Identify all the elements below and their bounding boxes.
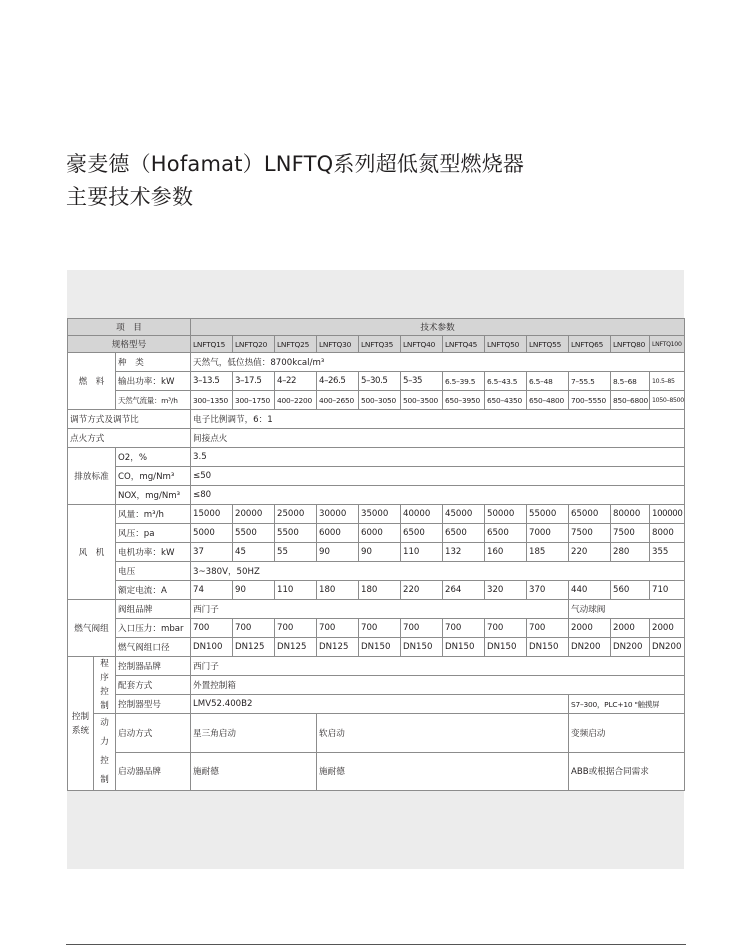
program-control-label: 程序控制 [94,657,116,714]
fuel-type-value: 天然气，低位热值：8700kcal/m³ [191,353,685,372]
o2-label: O2，% [116,448,191,467]
flow-cell: 300–1350 [191,391,233,410]
document-title [66,148,524,214]
air-cell: 15000 [191,505,233,524]
starter-brand-row [68,752,685,791]
air-cell: 50000 [485,505,527,524]
current-cell: 560 [611,581,650,600]
motor-cell: 55 [275,543,317,562]
power-cell: 4–22 [275,372,317,391]
model-row [68,336,685,353]
pressure-label: 风压：pa [116,524,191,543]
nox-label: NOX，mg/Nm³ [116,486,191,505]
inlet-cell: 700 [317,619,359,638]
power-cell: 3–13.5 [191,372,233,391]
gas-valve-group-label: 燃气阀组 [68,600,116,657]
power-cell: 6.5–43.5 [485,372,527,391]
inlet-cell: 700 [401,619,443,638]
model-cell: LNFTQ35 [359,336,401,353]
controller-model-row [68,695,685,714]
motor-cell: 110 [401,543,443,562]
model-label: 规格型号 [68,336,191,353]
spec-table [67,318,685,791]
model-cell: LNFTQ55 [527,336,569,353]
air-cell: 45000 [443,505,485,524]
valve-brand-label: 阀组品牌 [116,600,191,619]
ignition-value: 间接点火 [191,429,685,448]
fan-air-row [68,505,685,524]
diameter-cell: DN150 [401,638,443,657]
emission-group-label: 排放标准 [68,448,116,505]
power-cell: 8.5–68 [611,372,650,391]
air-label: 风量：m³/h [116,505,191,524]
diameter-cell: DN150 [443,638,485,657]
power-cell: 6.5–39.5 [443,372,485,391]
model-cell: LNFTQ30 [317,336,359,353]
power-cell: 3–17.5 [233,372,275,391]
air-cell: 65000 [569,505,611,524]
co-value: ≤50 [191,467,685,486]
fuel-flow-row [68,391,685,410]
diameter-cell: DN125 [317,638,359,657]
current-cell: 180 [359,581,401,600]
config-value: 外置控制箱 [191,676,685,695]
motor-label: 电机功率：kW [116,543,191,562]
air-cell: 55000 [527,505,569,524]
starter-brand-label: 启动器品牌 [116,752,191,791]
air-cell: 30000 [317,505,359,524]
inlet-cell: 700 [443,619,485,638]
valve-brand-row [68,600,685,619]
current-cell: 110 [275,581,317,600]
voltage-value: 3~380V，50HZ [191,562,685,581]
model-cell: LNFTQ65 [569,336,611,353]
pressure-cell: 6500 [443,524,485,543]
model-cell: LNFTQ50 [485,336,527,353]
inlet-cell: 700 [485,619,527,638]
pressure-cell: 6000 [317,524,359,543]
starter-brand-a: 施耐德 [191,752,317,791]
flow-cell: 700–5550 [569,391,611,410]
pressure-cell: 8000 [650,524,685,543]
emission-o2-row [68,448,685,467]
fuel-flow-label: 天然气流量：m³/h [116,391,191,410]
ignition-label: 点火方式 [68,429,191,448]
emission-co-row [68,467,685,486]
diameter-cell: DN150 [359,638,401,657]
diameter-cell: DN125 [233,638,275,657]
pressure-cell: 7500 [611,524,650,543]
air-cell: 20000 [233,505,275,524]
fuel-power-label: 输出功率：kW [116,372,191,391]
current-cell: 370 [527,581,569,600]
fan-current-row [68,581,685,600]
diameter-label: 燃气阀组口径 [116,638,191,657]
current-cell: 710 [650,581,685,600]
header-item: 项 目 [68,319,191,336]
nox-value: ≤80 [191,486,685,505]
inlet-cell: 700 [275,619,317,638]
controller-brand-row [68,657,685,676]
start-mode-b: 软启动 [317,714,569,753]
current-cell: 180 [317,581,359,600]
pressure-cell: 6000 [359,524,401,543]
motor-cell: 220 [569,543,611,562]
inlet-cell: 700 [527,619,569,638]
diameter-cell: DN150 [485,638,527,657]
inlet-cell: 700 [233,619,275,638]
controller-brand-value: 西门子 [191,657,685,676]
pressure-cell: 7000 [527,524,569,543]
valve-diameter-row [68,638,685,657]
start-mode-row [68,714,685,753]
starter-brand-b: 施耐德 [317,752,569,791]
pressure-cell: 5500 [233,524,275,543]
inlet-cell: 2000 [569,619,611,638]
config-row [68,676,685,695]
header-params: 技术参数 [191,319,685,336]
starter-brand-c: ABB或根据合同需求 [569,752,685,791]
model-cell: LNFTQ100 [650,336,685,353]
power-cell: 10.5–85 [650,372,685,391]
current-cell: 440 [569,581,611,600]
controller-model-b: S7–300，PLC+10 "触摸屏 [569,695,685,714]
pressure-cell: 6500 [485,524,527,543]
regulation-row [68,410,685,429]
air-cell: 80000 [611,505,650,524]
current-cell: 264 [443,581,485,600]
start-mode-label: 启动方式 [116,714,191,753]
model-cell: LNFTQ20 [233,336,275,353]
pressure-cell: 5500 [275,524,317,543]
table-header-row [68,319,685,336]
model-cell: LNFTQ45 [443,336,485,353]
air-cell: 35000 [359,505,401,524]
inlet-cell: 700 [359,619,401,638]
flow-cell: 850–6800 [611,391,650,410]
motor-cell: 160 [485,543,527,562]
flow-cell: 500–3050 [359,391,401,410]
motor-cell: 185 [527,543,569,562]
power-cell: 6.5–48 [527,372,569,391]
flow-cell: 400–2200 [275,391,317,410]
controller-model-label: 控制器型号 [116,695,191,714]
fan-pressure-row [68,524,685,543]
ignition-row [68,429,685,448]
valve-brand-b: 气动球阀 [569,600,685,619]
diameter-cell: DN200 [611,638,650,657]
model-cell: LNFTQ40 [401,336,443,353]
model-cell: LNFTQ80 [611,336,650,353]
air-cell: 40000 [401,505,443,524]
controller-model-a: LMV52.400B2 [191,695,569,714]
current-cell: 320 [485,581,527,600]
inlet-label: 入口压力：mbar [116,619,191,638]
inlet-cell: 700 [191,619,233,638]
flow-cell: 300–1750 [233,391,275,410]
power-cell: 7–55.5 [569,372,611,391]
fan-group-label: 风 机 [68,505,116,600]
motor-cell: 90 [317,543,359,562]
diameter-cell: DN100 [191,638,233,657]
co-label: CO，mg/Nm³ [116,467,191,486]
motor-cell: 355 [650,543,685,562]
flow-cell: 650–4800 [527,391,569,410]
current-label: 额定电流：A [116,581,191,600]
title-line-1: 豪麦德（Hofamat）LNFTQ系列超低氮型燃烧器 [66,152,525,176]
motor-cell: 132 [443,543,485,562]
flow-cell: 650–4350 [485,391,527,410]
config-label: 配套方式 [116,676,191,695]
o2-value: 3.5 [191,448,685,467]
flow-cell: 500–3500 [401,391,443,410]
model-cell: LNFTQ15 [191,336,233,353]
model-cell: LNFTQ25 [275,336,317,353]
air-cell: 100000 [650,505,685,524]
current-cell: 74 [191,581,233,600]
diameter-cell: DN200 [650,638,685,657]
air-cell: 25000 [275,505,317,524]
regulation-value: 电子比例调节，6：1 [191,410,685,429]
current-cell: 220 [401,581,443,600]
fuel-type-label: 种 类 [116,353,191,372]
fuel-group-label: 燃 料 [68,353,116,410]
start-mode-a: 星三角启动 [191,714,317,753]
voltage-label: 电压 [116,562,191,581]
power-cell: 4–26.5 [317,372,359,391]
start-mode-c: 变频启动 [569,714,685,753]
power-cell: 5–35 [401,372,443,391]
diameter-cell: DN200 [569,638,611,657]
valve-brand-a: 西门子 [191,600,569,619]
valve-inlet-row [68,619,685,638]
motor-cell: 280 [611,543,650,562]
power-cell: 5–30.5 [359,372,401,391]
pressure-cell: 7500 [569,524,611,543]
fuel-power-row [68,372,685,391]
inlet-cell: 2000 [611,619,650,638]
current-cell: 90 [233,581,275,600]
control-group-label: 控制系统 [68,657,94,791]
flow-cell: 650–3950 [443,391,485,410]
controller-brand-label: 控制器品牌 [116,657,191,676]
title-line-2: 主要技术参数 [66,185,194,209]
pressure-cell: 6500 [401,524,443,543]
fuel-type-row [68,353,685,372]
footer-divider [66,944,686,945]
flow-cell: 400–2650 [317,391,359,410]
regulation-label: 调节方式及调节比 [68,410,191,429]
motor-cell: 90 [359,543,401,562]
emission-nox-row [68,486,685,505]
motor-cell: 45 [233,543,275,562]
flow-cell: 1050–8500 [650,391,685,410]
motor-cell: 37 [191,543,233,562]
diameter-cell: DN150 [527,638,569,657]
power-control-label: 动力控制 [94,714,116,791]
inlet-cell: 2000 [650,619,685,638]
diameter-cell: DN125 [275,638,317,657]
fan-voltage-row [68,562,685,581]
pressure-cell: 5000 [191,524,233,543]
fan-motor-row [68,543,685,562]
